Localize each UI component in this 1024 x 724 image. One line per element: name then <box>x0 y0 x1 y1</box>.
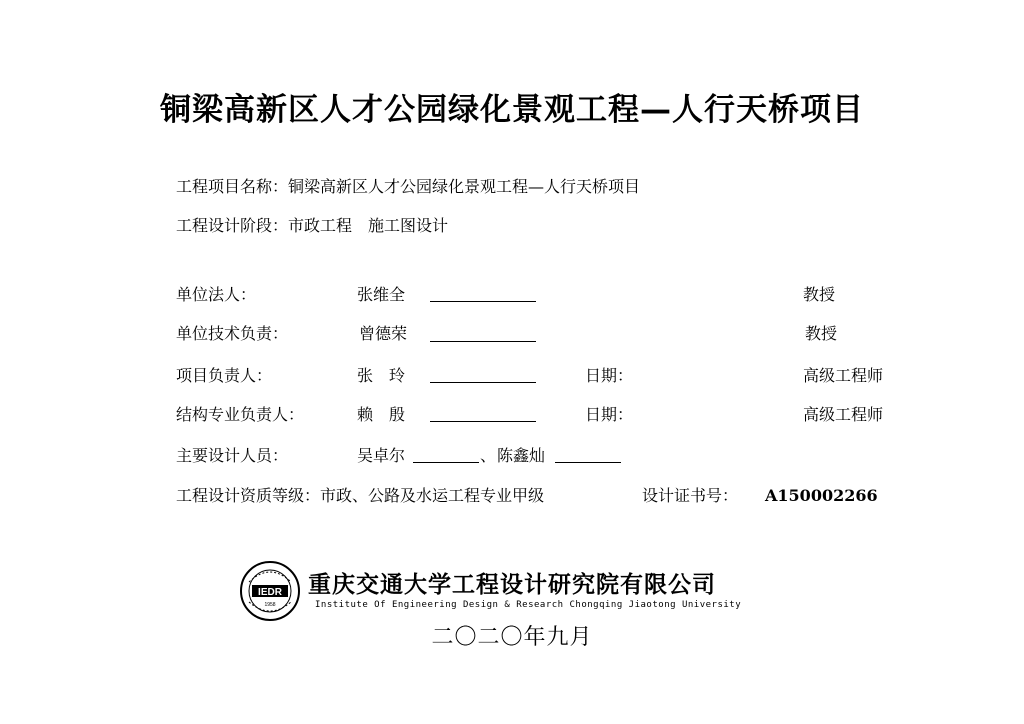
signature-line <box>413 462 479 463</box>
role-structural-lead: 结构专业负责人： <box>176 405 305 424</box>
name-main-designer-1: 吴卓尔 <box>357 446 406 465</box>
role-technical-lead: 单位技术负责： <box>176 324 289 343</box>
company-name-en: Institute Of Engineering Design & Research Chongqing Jiaotong University <box>315 600 742 610</box>
signature-line <box>430 341 536 342</box>
designer-separator: 、 <box>480 446 497 465</box>
date-label-structural-lead: 日期： <box>585 405 634 424</box>
name-project-lead: 张 玲 <box>357 366 406 385</box>
role-project-lead: 项目负责人： <box>176 366 273 385</box>
design-stage-line: 工程设计阶段：市政工程 施工图设计 <box>176 216 449 235</box>
title-structural-lead: 高级工程师 <box>803 405 884 424</box>
signature-line <box>430 421 536 422</box>
company-name-cn: 重庆交通大学工程设计研究院有限公司 <box>308 572 716 598</box>
title-legal-representative: 教授 <box>803 285 836 304</box>
title-project-lead: 高级工程师 <box>803 366 884 385</box>
title-technical-lead: 教授 <box>805 324 838 343</box>
project-name-line: 工程项目名称：铜梁高新区人才公园绿化景观工程—人行天桥项目 <box>176 177 641 196</box>
qualification-line: 工程设计资质等级：市政、公路及水运工程专业甲级 <box>176 486 545 505</box>
role-legal-representative: 单位法人： <box>176 285 257 304</box>
document-date: 二〇二〇年九月 <box>431 625 593 650</box>
logo-year: 1958 <box>264 602 276 608</box>
role-main-designers: 主要设计人员： <box>176 446 289 465</box>
cert-label: 设计证书号： <box>642 486 739 505</box>
name-structural-lead: 赖 殷 <box>357 405 406 424</box>
company-logo-icon <box>239 560 301 622</box>
document-title: 铜梁高新区人才公园绿化景观工程—人行天桥项目 <box>160 92 864 128</box>
name-main-designer-2: 陈鑫灿 <box>497 446 546 465</box>
signature-line <box>555 462 621 463</box>
logo-text: IEDR <box>258 587 282 598</box>
signature-line <box>430 382 536 383</box>
signature-line <box>430 301 536 302</box>
name-technical-lead: 曾德荣 <box>359 324 408 343</box>
date-label-project-lead: 日期： <box>585 366 634 385</box>
cert-number: A150002266 <box>765 486 878 505</box>
name-legal-representative: 张维全 <box>357 285 406 304</box>
